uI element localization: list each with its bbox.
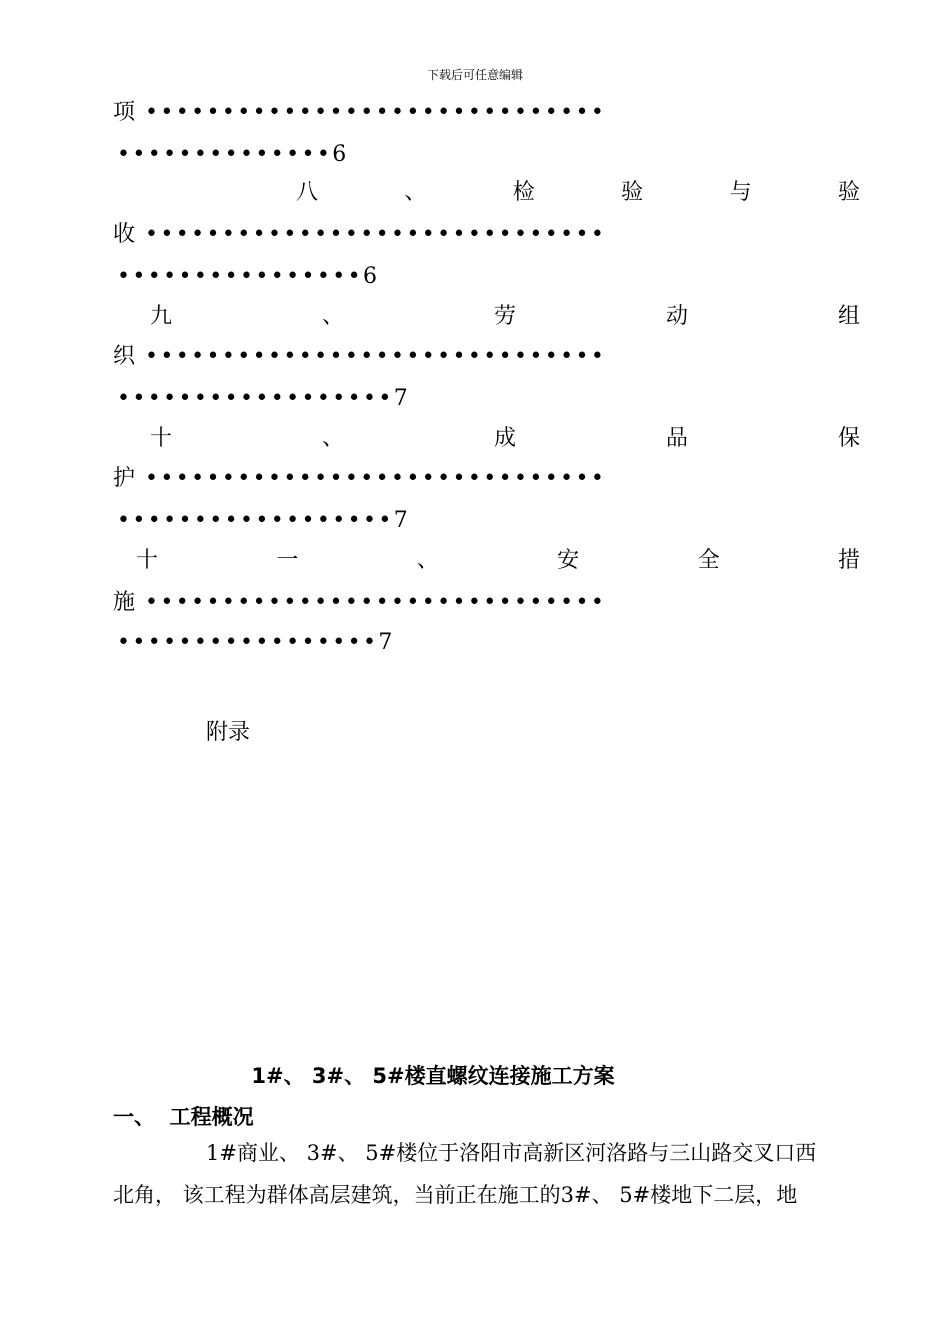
toc-page-line-item11: •••••••••••••••••7 (117, 630, 395, 655)
section-heading: 一、 工程概况 (113, 1105, 254, 1129)
toc-page-line-item10: ••••••••••••••••••7 (117, 508, 411, 533)
page-header: 下载后可任意编辑 (426, 68, 523, 82)
toc-heading-char: 措 (837, 548, 860, 573)
toc-page-line-item9: ••••••••••••••••••7 (117, 386, 411, 411)
toc-heading-char: 劳 (493, 304, 516, 329)
toc-label-item9: 织 (113, 344, 136, 369)
toc-heading-item8 (296, 180, 860, 206)
toc-heading-char: 动 (665, 304, 688, 329)
toc-heading-char: 全 (697, 548, 720, 573)
toc-leader-dots: •••••••••••••••••••••••••••••• (145, 590, 607, 615)
toc-heading-char: 安 (557, 548, 580, 573)
toc-heading-char: 验 (837, 180, 860, 205)
toc-heading-item9 (150, 304, 860, 330)
toc-leader-dots: •••••••••••••••••••••••••••••• (145, 222, 607, 247)
toc-heading-char: 检 (512, 180, 535, 205)
toc-heading-char: 八 (296, 180, 319, 205)
toc-label-item10: 护 (113, 466, 136, 491)
toc-heading-char: 、 (404, 180, 427, 205)
paragraph-line-1: 1#商业、 3#、 5#楼位于洛阳市高新区河洛路与三山路交叉口西 (206, 1141, 817, 1165)
toc-label-item8: 收 (113, 222, 136, 247)
toc-heading-char: 九 (150, 304, 173, 329)
toc-leader-dots: •••••••••••••••••••••••••••••• (145, 466, 607, 491)
toc-page-line-item8: ••••••••••••••••6 (117, 264, 380, 289)
toc-heading-char: 、 (321, 304, 344, 329)
toc-label-item11: 施 (113, 590, 136, 615)
toc-leader-dots: •••••••••••••••••••••••••••••• (145, 100, 607, 125)
toc-heading-char: 验 (621, 180, 644, 205)
toc-heading-char: 品 (665, 426, 688, 451)
toc-leader-dots: •••••••••••••••••••••••••••••• (145, 344, 607, 369)
document-title: 1#、 3#、 5#楼直螺纹连接施工方案 (251, 1064, 615, 1088)
toc-heading-char: 一 (276, 548, 299, 573)
toc-heading-item11 (136, 548, 860, 574)
toc-heading-char: 、 (321, 426, 344, 451)
toc-heading-char: 与 (729, 180, 752, 205)
toc-heading-char: 、 (416, 548, 439, 573)
toc-heading-item10 (150, 426, 860, 452)
paragraph-line-2: 北角， 该工程为群体高层建筑，当前正在施工的3#、 5#楼地下二层，地 (113, 1183, 798, 1207)
toc-heading-char: 十 (136, 548, 159, 573)
toc-heading-char: 保 (837, 426, 860, 451)
toc-heading-char: 十 (150, 426, 173, 451)
toc-label-item7: 项 (113, 100, 136, 125)
appendix-label: 附录 (206, 720, 251, 745)
toc-page-line-item7: ••••••••••••••6 (117, 142, 349, 167)
toc-heading-char: 组 (837, 304, 860, 329)
toc-heading-char: 成 (493, 426, 516, 451)
